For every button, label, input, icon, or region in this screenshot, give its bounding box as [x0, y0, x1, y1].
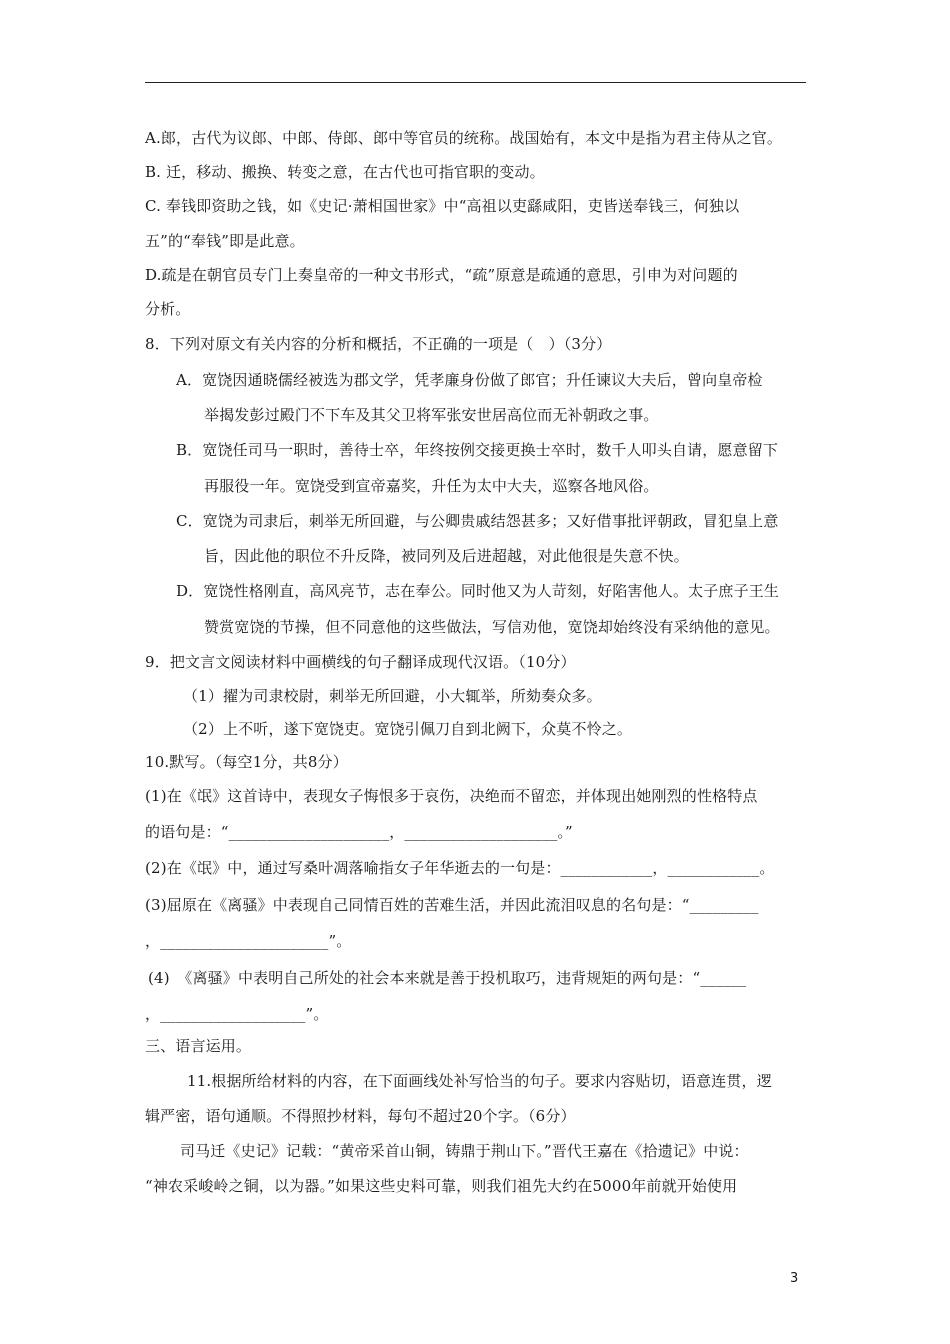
q9-item-1: （1）擢为司隶校尉，刺举无所回避，小大辄举，所劾奏众多。	[183, 687, 602, 705]
q10-item-3-blanks: ，______________________”。	[145, 932, 352, 950]
material-line-2: “神农采峻岭之铜，以为器。”如果这些史料可靠，则我们祖先大约在5000年前就开始使用	[145, 1177, 738, 1195]
q8-option-d: D．宽饶性格刚直，高风亮节，志在奉公。同时他又为人苛刻，好陷害他人。太子庶子王生	[176, 582, 780, 600]
q10-item-4-blanks: ，___________________”。	[145, 1005, 329, 1023]
option-d-line: D.疏是在朝官员专门上奏皇帝的一种文书形式，“疏”原意是疏通的意思，引申为对问题的	[145, 266, 738, 284]
option-c-line: C. 奉钱即资助之钱，如《史记·萧相国世家》中“高祖以吏繇咸阳，吏皆送奉钱三，何独以	[145, 197, 740, 215]
q8-option-b: B．宽饶任司马一职时，善待士卒，年终按例交接更换士卒时，数千人叩头自请，愿意留下	[176, 441, 779, 459]
header-rule	[145, 82, 806, 83]
q8-option-c: C．宽饶为司隶后，刺举无所回避，与公卿贵戚结怨甚多；又好借事批评朝政，冒犯皇上意	[176, 512, 779, 530]
q10-item-2: (2)在《氓》中，通过写桑叶凋落喻指女子年华逝去的一句是：____________，____________。	[145, 859, 775, 877]
q9-item-2: （2）上不听，遂下宽饶吏。宽饶引佩刀自到北阙下，众莫不怜之。	[183, 720, 633, 738]
question-8: 8．下列对原文有关内容的分析和概括，不正确的一项是（ ）（3分）	[145, 335, 612, 353]
q10-item-1-blanks: 的语句是：“_____________________，____________________。”	[145, 823, 573, 841]
section-3-heading: 三、语言运用。	[145, 1037, 252, 1055]
q8-option-d-cont: 赞赏宽饶的节操，但不同意他的这些做法，写信劝他，宽饶却始终没有采纳他的意见。	[204, 618, 780, 636]
q10-item-3: (3)屈原在《离骚》中表现自己同情百姓的苦难生活，并因此流泪叹息的名句是：“_________	[145, 896, 759, 914]
q10-item-1: (1)在《氓》这首诗中，表现女子悔恨多于哀伤，决绝而不留恋，并体现出她刚烈的性格特点	[145, 787, 758, 805]
material-line-1: 司马迁《史记》记载：“黄帝采首山铜，铸鼎于荆山下。”晋代王嘉在《拾遗记》中说：	[180, 1142, 749, 1160]
option-c-line-2: 五”的“奉钱”即是此意。	[145, 232, 305, 250]
page-number: 3	[790, 1271, 799, 1286]
q8-option-b-cont: 再服役一年。宽饶受到宣帝嘉奖，升任为太中大夫，巡察各地风俗。	[204, 477, 659, 495]
option-b-line: B. 迁，移动、搬换、转变之意，在古代也可指官职的变动。	[145, 163, 545, 181]
q8-option-c-cont: 旨，因此他的职位不升反降，被同列及后进超越，对此他很是失意不快。	[204, 547, 689, 565]
option-d-line-2: 分析。	[145, 300, 191, 318]
q10-item-4: (4) 《离骚》中表明自己所处的社会本来就是善于投机取巧，违背规矩的两句是：“______	[148, 969, 747, 987]
question-11-cont: 辑严密，语句通顺。不得照抄材料，每句不超过20个字。（6分）	[145, 1107, 576, 1125]
question-11: 11.根据所给材料的内容，在下面画线处补写恰当的句子。要求内容贴切，语意连贯，逻	[187, 1072, 772, 1090]
option-a-line: A.郎，古代为议郎、中郎、侍郎、郎中等官员的统称。战国始有，本文中是指为君主侍从之官。	[145, 129, 783, 147]
q8-option-a-cont: 举揭发彭过殿门不下车及其父卫将军张安世居高位而无补朝政之事。	[204, 406, 659, 424]
q8-option-a: A．宽饶因通晓儒经被选为郡文学，凭孝廉身份做了郎官；升任谏议大夫后，曾向皇帝检	[176, 371, 763, 389]
question-10: 10.默写。（每空1分，共8分）	[145, 753, 348, 771]
question-9: 9．把文言文阅读材料中画横线的句子翻译成现代汉语。（10分）	[145, 653, 576, 671]
